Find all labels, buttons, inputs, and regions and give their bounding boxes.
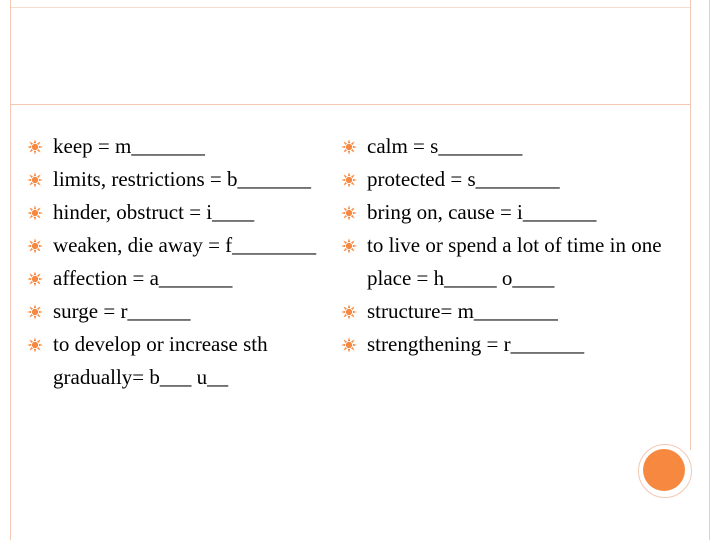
list-item — [24, 295, 324, 328]
frame-top-line — [10, 7, 690, 8]
sun-bullet-icon — [341, 337, 357, 353]
list-item — [24, 229, 324, 262]
list-item — [24, 262, 324, 295]
right-vocab-list — [338, 130, 678, 361]
sun-bullet-icon — [341, 172, 357, 188]
frame-right-line — [690, 0, 691, 450]
sun-bullet-icon — [341, 205, 357, 221]
vocab-item-text: structure= m________ — [367, 299, 558, 323]
sun-bullet-icon — [341, 238, 357, 254]
vocab-item-text: to develop or increase sth gradually= b___ u__ — [53, 332, 268, 389]
list-item — [24, 163, 324, 196]
vocab-item-text: hinder, obstruct = i____ — [53, 200, 255, 224]
sun-bullet-icon — [27, 238, 43, 254]
left-column — [24, 130, 324, 394]
vocab-item-text: weaken, die away = f________ — [53, 233, 317, 257]
vocab-item-text: calm = s________ — [367, 134, 523, 158]
frame-divider-line — [10, 104, 690, 105]
vocab-item-text: strengthening = r_______ — [367, 332, 585, 356]
vocab-item-text: limits, restrictions = b_______ — [53, 167, 311, 191]
sun-bullet-icon — [27, 271, 43, 287]
right-column — [338, 130, 678, 361]
vocab-item-text: keep = m_______ — [53, 134, 205, 158]
vocab-item-text: to live or spend a lot of time in one place = h_____ o____ — [367, 233, 662, 290]
list-item — [24, 328, 324, 394]
vocab-item-text: surge = r______ — [53, 299, 191, 323]
frame-left-line — [10, 0, 11, 540]
sun-bullet-icon — [27, 205, 43, 221]
sun-bullet-icon — [27, 337, 43, 353]
list-item — [338, 163, 678, 196]
vocab-item-text: protected = s________ — [367, 167, 560, 191]
sun-bullet-icon — [27, 139, 43, 155]
list-item — [338, 328, 678, 361]
sun-bullet-icon — [341, 304, 357, 320]
list-item — [338, 295, 678, 328]
sun-bullet-icon — [27, 172, 43, 188]
vocab-item-text: bring on, cause = i_______ — [367, 200, 597, 224]
left-vocab-list — [24, 130, 324, 394]
list-item — [338, 229, 678, 295]
list-item — [338, 196, 678, 229]
sun-bullet-icon — [341, 139, 357, 155]
vocab-item-text: affection = a_______ — [53, 266, 233, 290]
circle-ornament — [643, 449, 685, 491]
list-item — [338, 130, 678, 163]
frame-right-outer-line — [709, 0, 710, 540]
list-item — [24, 130, 324, 163]
list-item — [24, 196, 324, 229]
sun-bullet-icon — [27, 304, 43, 320]
